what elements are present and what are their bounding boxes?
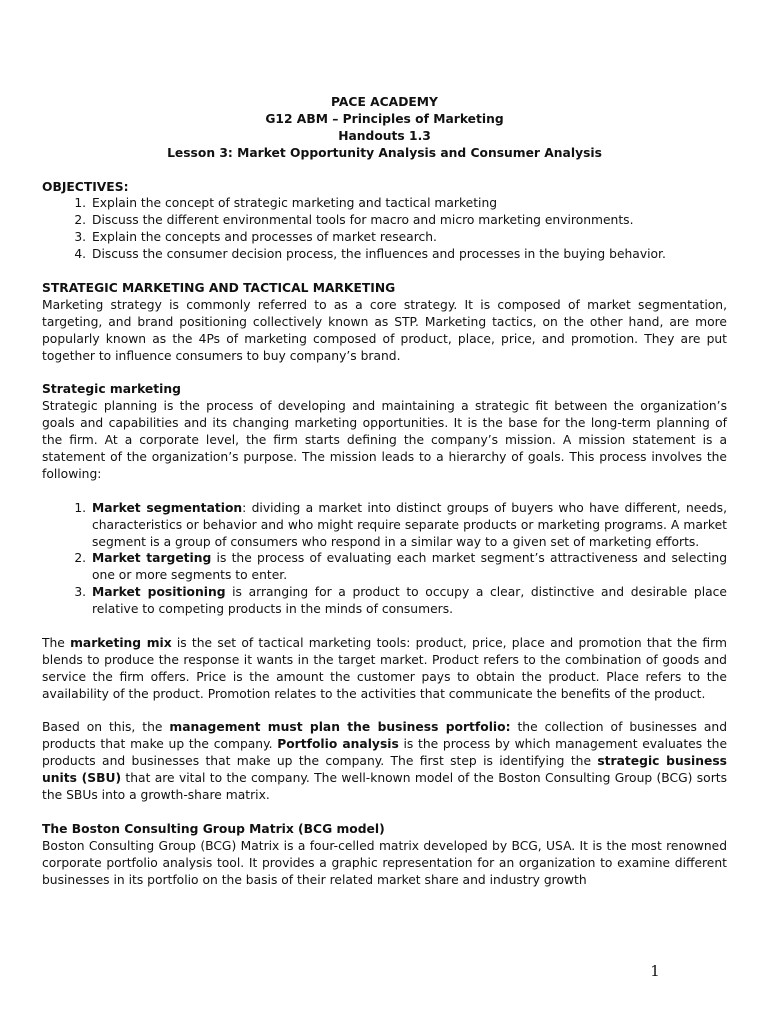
term-sbu: strategic business units (SBU) — [42, 754, 727, 786]
stp-item-text: is the process of evaluating each market segment’s attractiveness and selecting one or more segments to enter. — [92, 551, 727, 583]
bcg-heading: The Boston Consulting Group Matrix (BCG model) — [42, 821, 385, 836]
strategic-tactical-paragraph: Marketing strategy is commonly referred to as a core strategy. It is composed of market segmentation, targeting, and brand positioning collectively known as STP. Marketing tactics, on the other hand, are more popularly known as the 4Ps of marketing composed of product, place, price, and promotion. They are put together to influence consumers to buy company’s brand. — [42, 297, 727, 363]
objectives-list — [42, 195, 727, 263]
term-marketing-mix: marketing mix — [70, 635, 172, 650]
term-portfolio-analysis: Portfolio analysis — [277, 737, 399, 752]
pf-text-1: the collection of businesses and products that make up the company. — [42, 720, 727, 752]
term-market-targeting: Market targeting — [92, 551, 212, 566]
course-title: G12 ABM – Principles of Marketing — [265, 111, 504, 126]
objective-item: 4. Discuss the consumer decision process, the influences and processes in the buying behavior. — [90, 246, 727, 263]
page-number: 1 — [650, 962, 660, 980]
stp-item-text: : dividing a market into distinct groups of buyers who have different, needs, characteristics or behavior and who might require separate products or marketing programs. A market segment is a group of consumers who respond in a similar way to a given set of marketing efforts. — [92, 500, 727, 549]
mm-text: is the set of tactical marketing tools: product, price, place and promotion that the firm blends to produce the response it wants in the target market. Product refers to the combination of goods and service the firm offers. Price is the amount the customer pays to obtain the product. Place refers to the availability of the product. Promotion relates to the activities that communicate the benefits of the product. — [42, 635, 727, 701]
objective-item: 1. Explain the concept of strategic marketing and tactical marketing — [90, 195, 727, 212]
portfolio-paragraph — [42, 719, 727, 804]
stp-item-targeting — [90, 550, 727, 584]
stp-list — [42, 500, 727, 618]
objective-item: 3. Explain the concepts and processes of market research. — [90, 229, 727, 246]
stp-item-segmentation — [90, 500, 727, 551]
strategic-tactical-heading: STRATEGIC MARKETING AND TACTICAL MARKETING — [42, 280, 396, 295]
pf-text-2: is the process by which management evaluates the products and businesses that make up the company. The first step is identifying the — [42, 737, 728, 769]
school-name: PACE ACADEMY — [331, 95, 438, 109]
term-business-portfolio: management must plan the business portfolio: — [169, 720, 511, 735]
strategic-marketing-paragraph: Strategic planning is the process of developing and maintaining a strategic fit between the organization’s goals and capabilities and its changing marketing opportunities. It is the base for the long-term planning of the firm. At a corporate level, the firm starts defining the company’s mission. A mission statement is a statement of the organization’s purpose. The mission leads to a hierarchy of goals. This process involves the following: — [42, 399, 727, 481]
lesson-title: Lesson 3: Market Opportunity Analysis and Consumer Analysis — [167, 145, 602, 160]
term-market-segmentation: Market segmentation — [92, 500, 243, 515]
stp-item-text: is arranging for a product to occupy a clear, distinctive and desirable place relative to competing products in the minds of consumers. — [92, 585, 727, 617]
stp-item-positioning — [90, 584, 727, 618]
strategic-marketing-heading: Strategic marketing — [42, 382, 181, 397]
mm-lead: The — [42, 635, 71, 650]
term-market-positioning: Market positioning — [92, 585, 226, 600]
bcg-paragraph: Boston Consulting Group (BCG) Matrix is a four-celled matrix developed by BCG, USA. It is the most renowned corporate portfolio analysis tool. It provides a graphic representation for an organization to examine different businesses in its portfolio on the basis of their related market share and industry growth — [42, 838, 727, 887]
pf-text-3: that are vital to the company. The well-known model of the Boston Consulting Group (BCG) sorts the SBUs into a growth-share matrix. — [42, 771, 727, 803]
objectives-heading: OBJECTIVES: — [42, 179, 129, 194]
objective-item: 2. Discuss the different environmental tools for macro and micro marketing environments. — [90, 212, 727, 229]
marketing-mix-paragraph — [42, 635, 727, 703]
handout-number: Handouts 1.3 — [338, 128, 431, 143]
pf-lead: Based on this, the — [42, 720, 170, 735]
document-body — [42, 94, 727, 888]
